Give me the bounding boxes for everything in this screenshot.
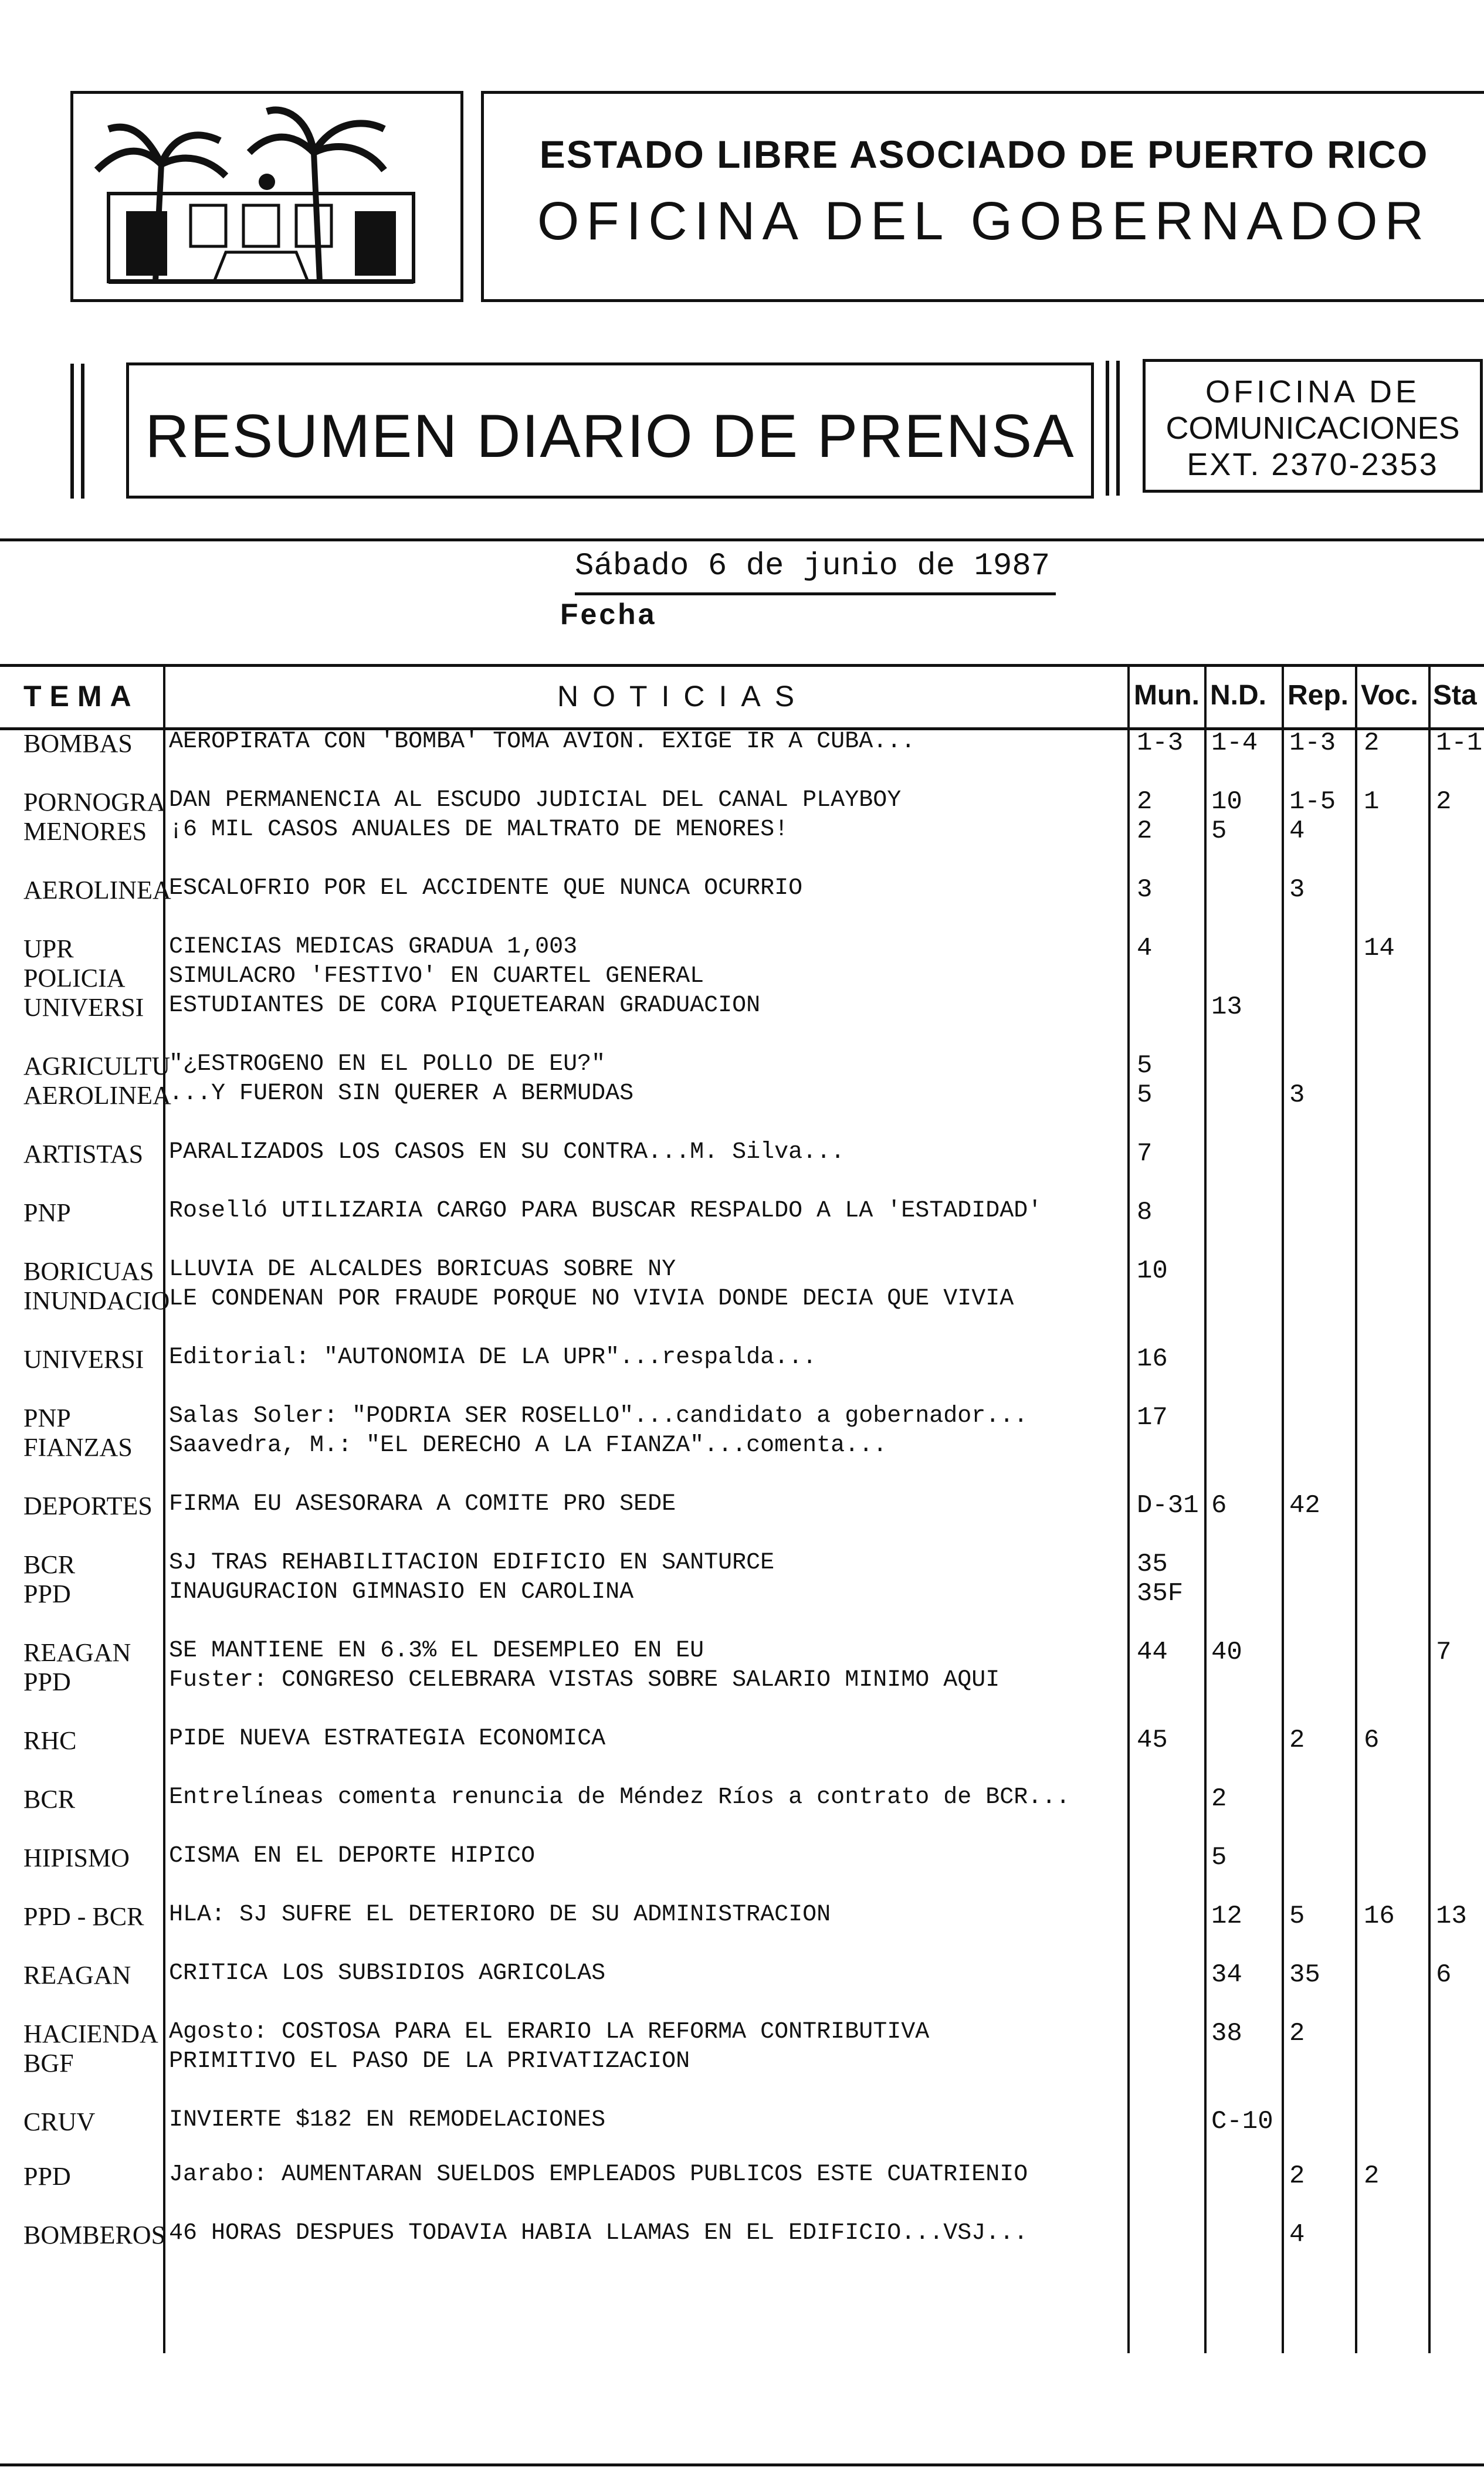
row-headline: LE CONDENAN POR FRAUDE PORQUE NO VIVIA DONDE DECIA QUE VIVIA <box>169 1286 1014 1312</box>
row-headline: DAN PERMANENCIA AL ESCUDO JUDICIAL DEL CANAL PLAYBOY <box>169 787 902 814</box>
row-topic: PPD - BCR <box>23 1902 144 1931</box>
row-mun: 45 <box>1137 1726 1168 1755</box>
row-mun: 17 <box>1137 1403 1168 1432</box>
row-nd: C-10 <box>1211 2107 1273 2136</box>
row-headline: LLUVIA DE ALCALDES BORICUAS SOBRE NY <box>169 1256 676 1283</box>
row-headline: FIRMA EU ASESORARA A COMITE PRO SEDE <box>169 1491 676 1517</box>
row-sta: 7 <box>1436 1638 1452 1667</box>
row-nd: 38 <box>1211 2019 1242 2048</box>
row-nd: 2 <box>1211 1784 1227 1814</box>
column-header-voc: Voc. <box>1361 680 1418 711</box>
row-topic: PNP <box>23 1198 71 1227</box>
row-mun: 7 <box>1137 1139 1153 1168</box>
row-voc: 16 <box>1364 1902 1395 1931</box>
header-divider <box>0 538 1484 541</box>
row-headline: Entrelíneas comenta renuncia de Méndez Ríos a contrato de BCR... <box>169 1784 1070 1811</box>
row-topic: DEPORTES <box>23 1492 153 1520</box>
row-sta: 2 <box>1436 787 1452 816</box>
row-nd: 40 <box>1211 1638 1242 1667</box>
row-nd: 13 <box>1211 992 1242 1022</box>
row-rep: 2 <box>1289 2019 1305 2048</box>
row-headline: 46 HORAS DESPUES TODAVIA HABIA LLAMAS EN EL EDIFICIO...VSJ... <box>169 2220 1028 2246</box>
comms-extension: EXT. 2370-2353 <box>1187 447 1439 482</box>
row-topic: HACIENDA <box>23 2019 158 2048</box>
date-label: Fecha <box>560 598 657 631</box>
row-mun: 10 <box>1137 1256 1168 1286</box>
title-box <box>481 91 1484 302</box>
column-header-mun: Mun. <box>1134 680 1200 711</box>
row-headline: Editorial: "AUTONOMIA DE LA UPR"...respalda... <box>169 1344 817 1371</box>
column-header-rep: Rep. <box>1288 680 1349 711</box>
column-divider <box>1428 664 1431 2353</box>
row-rep: 3 <box>1289 875 1305 904</box>
table-top-rule <box>0 664 1484 667</box>
row-topic: BCR <box>23 1550 76 1579</box>
row-topic: PPD <box>23 1580 71 1608</box>
row-topic: PORNOGRA <box>23 788 166 816</box>
row-voc: 2 <box>1364 2161 1380 2191</box>
row-headline: INAUGURACION GIMNASIO EN CAROLINA <box>169 1579 634 1605</box>
decorative-bar-right <box>1106 361 1120 496</box>
row-mun: 5 <box>1137 1051 1153 1080</box>
row-rep: 4 <box>1289 2220 1305 2249</box>
row-mun: 5 <box>1137 1080 1153 1110</box>
row-rep: 2 <box>1289 2161 1305 2191</box>
row-headline: Agosto: COSTOSA PARA EL ERARIO LA REFORMA CONTRIBUTIVA <box>169 2019 930 2045</box>
row-rep: 1-3 <box>1289 728 1336 758</box>
row-sta: 13 <box>1436 1902 1467 1931</box>
row-rep: 35 <box>1289 1960 1320 1990</box>
row-mun: 3 <box>1137 875 1153 904</box>
column-header-tema: TEMA <box>23 680 140 713</box>
row-rep: 3 <box>1289 1080 1305 1110</box>
row-headline: INVIERTE $182 EN REMODELACIONES <box>169 2107 606 2133</box>
column-header-noticias: NOTICIAS <box>557 680 809 713</box>
row-topic: BCR <box>23 1785 76 1814</box>
row-rep: 2 <box>1289 1726 1305 1755</box>
row-mun: 8 <box>1137 1198 1153 1227</box>
row-headline: SIMULACRO 'FESTIVO' EN CUARTEL GENERAL <box>169 963 704 989</box>
row-nd: 12 <box>1211 1902 1242 1931</box>
row-topic: FIANZAS <box>23 1433 133 1462</box>
column-divider <box>1127 664 1130 2353</box>
row-mun: 4 <box>1137 934 1153 963</box>
row-topic: PPD <box>23 2162 71 2191</box>
row-headline: Saavedra, M.: "EL DERECHO A LA FIANZA"...comenta... <box>169 1432 887 1459</box>
row-mun: 44 <box>1137 1638 1168 1667</box>
report-date: Sábado 6 de junio de 1987 <box>575 548 1056 595</box>
row-topic: POLICIA <box>23 964 126 992</box>
row-voc: 14 <box>1364 934 1395 963</box>
column-divider <box>1204 664 1207 2353</box>
row-topic: HIPISMO <box>23 1843 130 1872</box>
row-topic: INUNDACIO <box>23 1286 170 1315</box>
row-rep: 42 <box>1289 1491 1320 1520</box>
communications-box <box>1143 359 1483 493</box>
office-name: OFICINA DEL GOBERNADOR <box>537 191 1431 251</box>
column-divider <box>1355 664 1357 2353</box>
row-headline: ESTUDIANTES DE CORA PIQUETEARAN GRADUACION <box>169 992 761 1019</box>
row-rep: 4 <box>1289 816 1305 846</box>
row-mun: 16 <box>1137 1344 1168 1374</box>
row-topic: PPD <box>23 1668 71 1696</box>
row-mun: 35F <box>1137 1579 1184 1608</box>
row-headline: "¿ESTROGENO EN EL POLLO DE EU?" <box>169 1051 606 1077</box>
row-topic: PNP <box>23 1404 71 1432</box>
row-mun: 2 <box>1137 816 1153 846</box>
row-rep: 5 <box>1289 1902 1305 1931</box>
report-title: RESUMEN DIARIO DE PRENSA <box>145 402 1075 470</box>
row-headline: PRIMITIVO EL PASO DE LA PRIVATIZACION <box>169 2048 690 2075</box>
comms-line-1: OFICINA DE <box>1205 374 1421 409</box>
row-headline: HLA: SJ SUFRE EL DETERIORO DE SU ADMINISTRACION <box>169 1902 831 1928</box>
row-headline: PIDE NUEVA ESTRATEGIA ECONOMICA <box>169 1726 606 1752</box>
row-topic: BORICUAS <box>23 1257 154 1286</box>
row-topic: UNIVERSI <box>23 1345 144 1374</box>
row-headline: ...Y FUERON SIN QUERER A BERMUDAS <box>169 1080 634 1107</box>
comms-line-2: COMUNICACIONES <box>1165 411 1460 446</box>
row-topic: REAGAN <box>23 1961 131 1990</box>
row-headline: CRITICA LOS SUBSIDIOS AGRICOLAS <box>169 1960 606 1987</box>
row-headline: Jarabo: AUMENTARAN SUELDOS EMPLEADOS PUBLICOS ESTE CUATRIENIO <box>169 2161 1028 2188</box>
row-headline: CIENCIAS MEDICAS GRADUA 1,003 <box>169 934 578 960</box>
row-headline: ESCALOFRIO POR EL ACCIDENTE QUE NUNCA OCURRIO <box>169 875 803 902</box>
row-topic: UPR <box>23 934 74 963</box>
row-headline: Roselló UTILIZARIA CARGO PARA BUSCAR RESPALDO A LA 'ESTADIDAD' <box>169 1198 1042 1224</box>
row-topic: BOMBEROS <box>23 2221 166 2249</box>
row-topic: ARTISTAS <box>23 1140 144 1168</box>
state-name: ESTADO LIBRE ASOCIADO DE PUERTO RICO <box>539 133 1429 176</box>
governor-office-logo <box>70 91 463 302</box>
column-header-sta: Sta <box>1433 680 1477 711</box>
row-voc: 2 <box>1364 728 1380 758</box>
row-topic: UNIVERSI <box>23 993 144 1022</box>
row-voc: 6 <box>1364 1726 1380 1755</box>
row-headline: Salas Soler: "PODRIA SER ROSELLO"...candidato a gobernador... <box>169 1403 1028 1429</box>
row-topic: AEROLINEA <box>23 1081 171 1110</box>
row-mun: 2 <box>1137 787 1153 816</box>
row-headline: CISMA EN EL DEPORTE HIPICO <box>169 1843 536 1869</box>
row-nd: 5 <box>1211 816 1227 846</box>
row-headline: PARALIZADOS LOS CASOS EN SU CONTRA...M. Silva... <box>169 1139 845 1165</box>
row-topic: CRUV <box>23 2107 96 2136</box>
row-headline: AEROPIRATA CON 'BOMBA' TOMA AVION. EXIGE IR A CUBA... <box>169 728 916 755</box>
row-nd: 5 <box>1211 1843 1227 1872</box>
row-topic: REAGAN <box>23 1638 131 1667</box>
row-headline: SJ TRAS REHABILITACION EDIFICIO EN SANTURCE <box>169 1550 775 1576</box>
row-voc: 1 <box>1364 787 1380 816</box>
row-topic: MENORES <box>23 817 147 846</box>
row-nd: 34 <box>1211 1960 1242 1990</box>
row-mun: 35 <box>1137 1550 1168 1579</box>
row-headline: ¡6 MIL CASOS ANUALES DE MALTRATO DE MENORES! <box>169 816 789 843</box>
building-illustration <box>73 94 460 299</box>
column-header-nd: N.D. <box>1210 680 1266 711</box>
row-nd: 10 <box>1211 787 1242 816</box>
column-divider <box>163 664 165 2353</box>
row-topic: BOMBAS <box>23 729 133 758</box>
decorative-bar-left <box>70 364 84 499</box>
page-bottom-rule <box>0 2463 1484 2466</box>
row-sta: 1-1 <box>1436 728 1483 758</box>
row-topic: RHC <box>23 1726 77 1755</box>
row-nd: 1-4 <box>1211 728 1258 758</box>
report-title-box <box>126 362 1094 499</box>
row-rep: 1-5 <box>1289 787 1336 816</box>
row-topic: AGRICULTU <box>23 1052 171 1080</box>
row-headline: Fuster: CONGRESO CELEBRARA VISTAS SOBRE SALARIO MINIMO AQUI <box>169 1667 1000 1693</box>
row-topic: BGF <box>23 2049 74 2078</box>
row-mun: 1-3 <box>1137 728 1184 758</box>
row-headline: SE MANTIENE EN 6.3% EL DESEMPLEO EN EU <box>169 1638 704 1664</box>
row-sta: 6 <box>1436 1960 1452 1990</box>
row-nd: 6 <box>1211 1491 1227 1520</box>
row-mun: D-31 <box>1137 1491 1199 1520</box>
column-divider <box>1282 664 1284 2353</box>
row-topic: AEROLINEA <box>23 876 171 904</box>
